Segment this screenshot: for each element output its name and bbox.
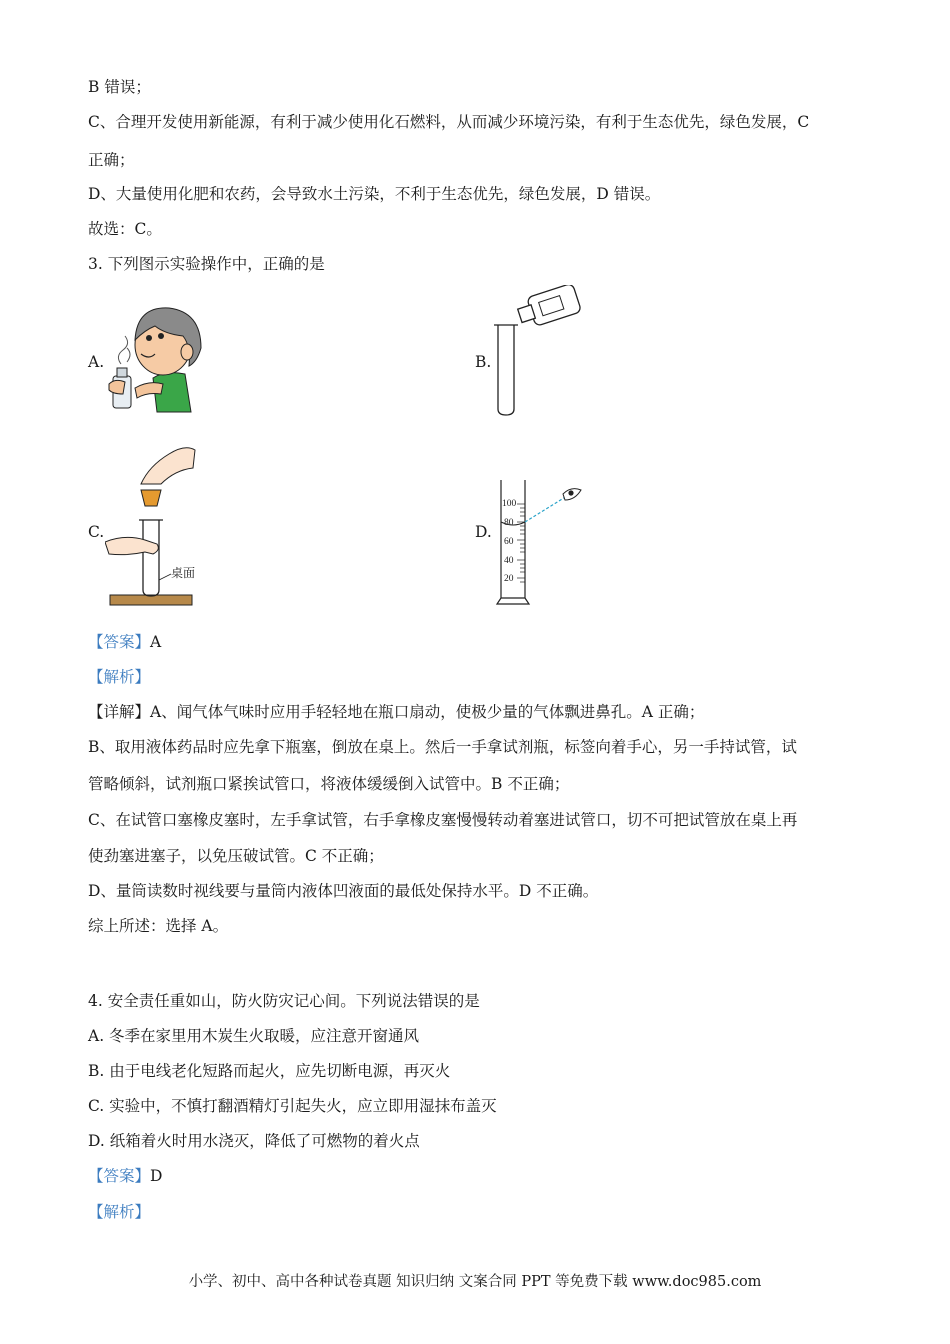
analysis-tag: 【解析】 <box>88 1203 151 1221</box>
question-3-stem: 3. 下列图示实验操作中，正确的是 <box>88 255 325 273</box>
answer-row <box>88 1166 162 1186</box>
text-line: C、在试管口塞橡皮塞时，左手拿试管，右手拿橡皮塞慢慢转动着塞进试管口，切不可把试管放在桌上再 <box>88 811 798 829</box>
tick-label: 100 <box>502 499 517 509</box>
tick-label: 80 <box>504 518 514 528</box>
page-footer: 小学、初中、高中各种试卷真题 知识归纳 文案合同 PPT 等免费下载 www.doc985.com <box>188 1274 762 1290</box>
figure-smelling-gas <box>105 300 215 415</box>
figure-graduated-cylinder <box>495 478 590 608</box>
option-d-label: D. <box>475 523 492 541</box>
option-c: C. 实验中，不慎打翻酒精灯引起失火，应立即用湿抹布盖灭 <box>88 1097 497 1115</box>
option-a-label: A. <box>88 353 105 371</box>
option-c-label: C. <box>88 523 105 541</box>
eye-icon <box>563 489 581 500</box>
detail-text: A、闻气体气味时应用手轻轻地在瓶口扇动，使极少量的气体飘进鼻孔。A 正确； <box>150 703 705 721</box>
table-label: 桌面 <box>171 566 196 580</box>
question-4-stem: 4. 安全责任重如山，防火防灾记心间。下列说法错误的是 <box>88 992 480 1010</box>
text-line: 正确； <box>88 151 135 169</box>
text-line: D、量筒读数时视线要与量筒内液体凹液面的最低处保持水平。D 不正确。 <box>88 882 599 900</box>
tick-label: 20 <box>504 574 514 584</box>
option-b: B. 由于电线老化短路而起火，应先切断电源，再灭火 <box>88 1062 451 1080</box>
tick-label: 40 <box>504 556 514 566</box>
answer-tag: 【答案】 <box>88 633 151 651</box>
detail-tag: 【详解】 <box>88 703 151 721</box>
answer-row <box>88 632 161 652</box>
figure-inserting-stopper <box>105 440 200 610</box>
option-a: A. 冬季在家里用木炭生火取暖，应注意开窗通风 <box>88 1027 420 1045</box>
option-b-label: B. <box>475 353 492 371</box>
analysis-tag: 【解析】 <box>88 668 151 686</box>
tick-label: 60 <box>504 537 514 547</box>
detail-row <box>88 702 704 722</box>
text-line: B 错误； <box>88 78 151 96</box>
text-line: 使劲塞进塞子，以免压破试管。C 不正确； <box>88 847 384 865</box>
option-d: D. 纸箱着火时用水浇灭，降低了可燃物的着火点 <box>88 1132 420 1150</box>
text-line: 故选：C。 <box>88 220 162 238</box>
answer-tag: 【答案】 <box>88 1167 151 1185</box>
answer-value: D <box>150 1167 163 1185</box>
answer-value: A <box>150 633 162 651</box>
text-line: 管略倾斜，试剂瓶口紧挨试管口，将液体缓缓倒入试管中。B 不正确； <box>88 775 570 793</box>
text-line: C、合理开发使用新能源，有利于减少使用化石燃料，从而减少环境污染，有利于生态优先，绿色发展，C <box>88 113 810 131</box>
text-line: B、取用液体药品时应先拿下瓶塞，倒放在桌上。然后一手拿试剂瓶，标签向着手心，另一手持试管，试 <box>88 738 797 756</box>
figure-pouring-liquid <box>490 285 590 420</box>
text-line: 综上所述：选择 A。 <box>88 917 229 935</box>
text-line: D、大量使用化肥和农药，会导致水土污染，不利于生态优先，绿色发展，D 错误。 <box>88 185 661 203</box>
